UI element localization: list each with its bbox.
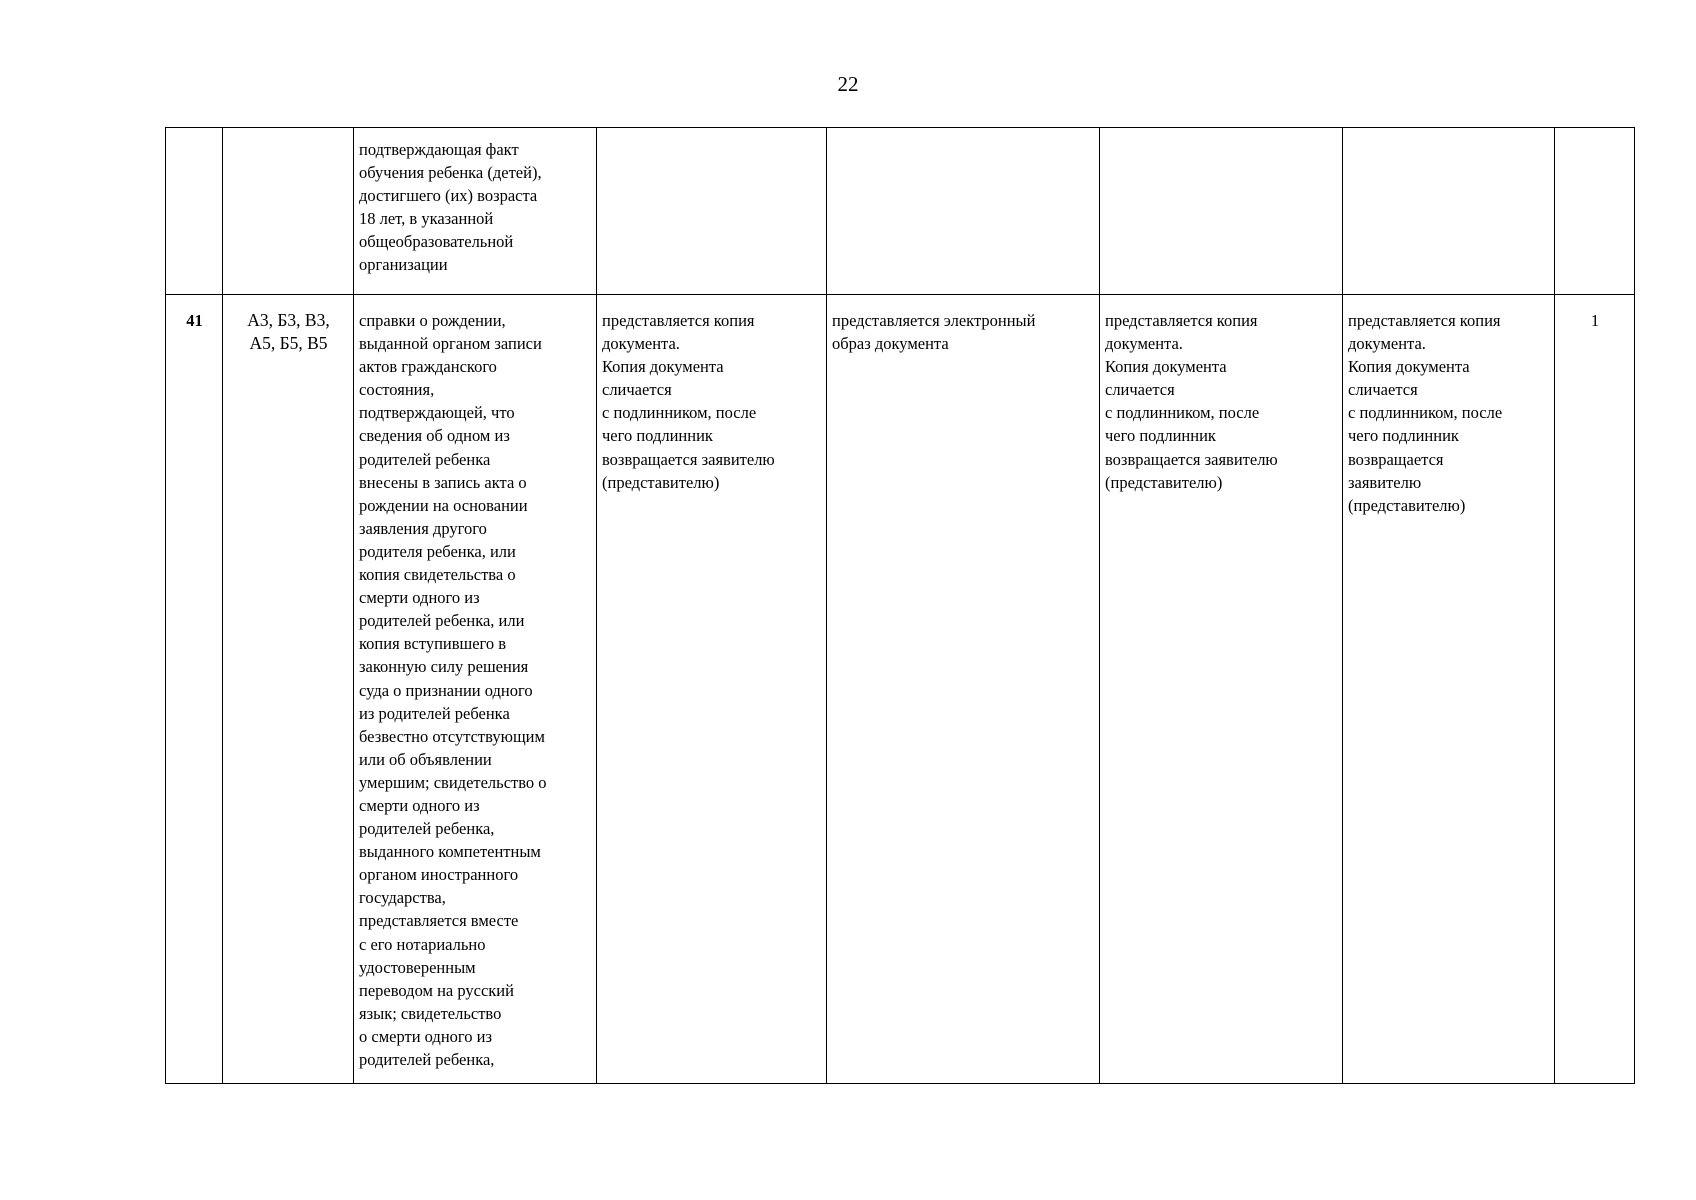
submission-in-person-cell: представляется копия документа. Копия документа сличается с подлинником, после чего подлинник возвращается заявителю (представителю) xyxy=(597,295,827,1084)
submission-mfc-cell: представляется копия документа. Копия документа сличается с подлинником, после чего подлинник возвращается заявителю (представителю) xyxy=(1100,295,1343,1084)
document-name-cell: справки о рождении, выданной органом записи актов гражданского состояния, подтверждающей, что сведения об одном из родителей ребенка внесены в запись акта о рождении на основании заявления другого родителя ребенка, или копия свидетельства о смерти одного из родителей ребенка, или копия вступившего в законную силу решения суда о признании одного из родителей ребенка безвестно отсутствующим или об объявлении умершим; свидетельство о смерти одного из родителей ребенка, выданного компетентным органом иностранного государства, представляется вместе с его нотариально удостоверенным переводом на русский язык; свидетельство о смерти одного из родителей ребенка, xyxy=(354,295,597,1084)
document-name-cell: подтверждающая факт обучения ребенка (детей), достигшего (их) возраста 18 лет, в указанной общеобразовательной организации xyxy=(354,128,597,295)
copies-count-cell: 1 xyxy=(1555,295,1635,1084)
submission-mail-cell xyxy=(1343,128,1555,295)
page-number: 22 xyxy=(837,72,859,96)
copies-count-cell xyxy=(1555,128,1635,295)
row-number-cell xyxy=(166,128,223,295)
category-codes-cell: А3, Б3, В3, А5, Б5, В5 xyxy=(223,295,354,1084)
submission-in-person-cell xyxy=(597,128,827,295)
table-row xyxy=(166,128,1635,295)
submission-electronic-cell xyxy=(827,128,1100,295)
requirements-table xyxy=(165,127,1635,1084)
submission-electronic-cell: представляется электронный образ документа xyxy=(827,295,1100,1084)
row-number-cell: 41 xyxy=(166,295,223,1084)
submission-mfc-cell xyxy=(1100,128,1343,295)
table-row xyxy=(166,295,1635,1084)
submission-mail-cell: представляется копия документа. Копия документа сличается с подлинником, после чего подлинник возвращается заявителю (представителю) xyxy=(1343,295,1555,1084)
category-codes-cell xyxy=(223,128,354,295)
